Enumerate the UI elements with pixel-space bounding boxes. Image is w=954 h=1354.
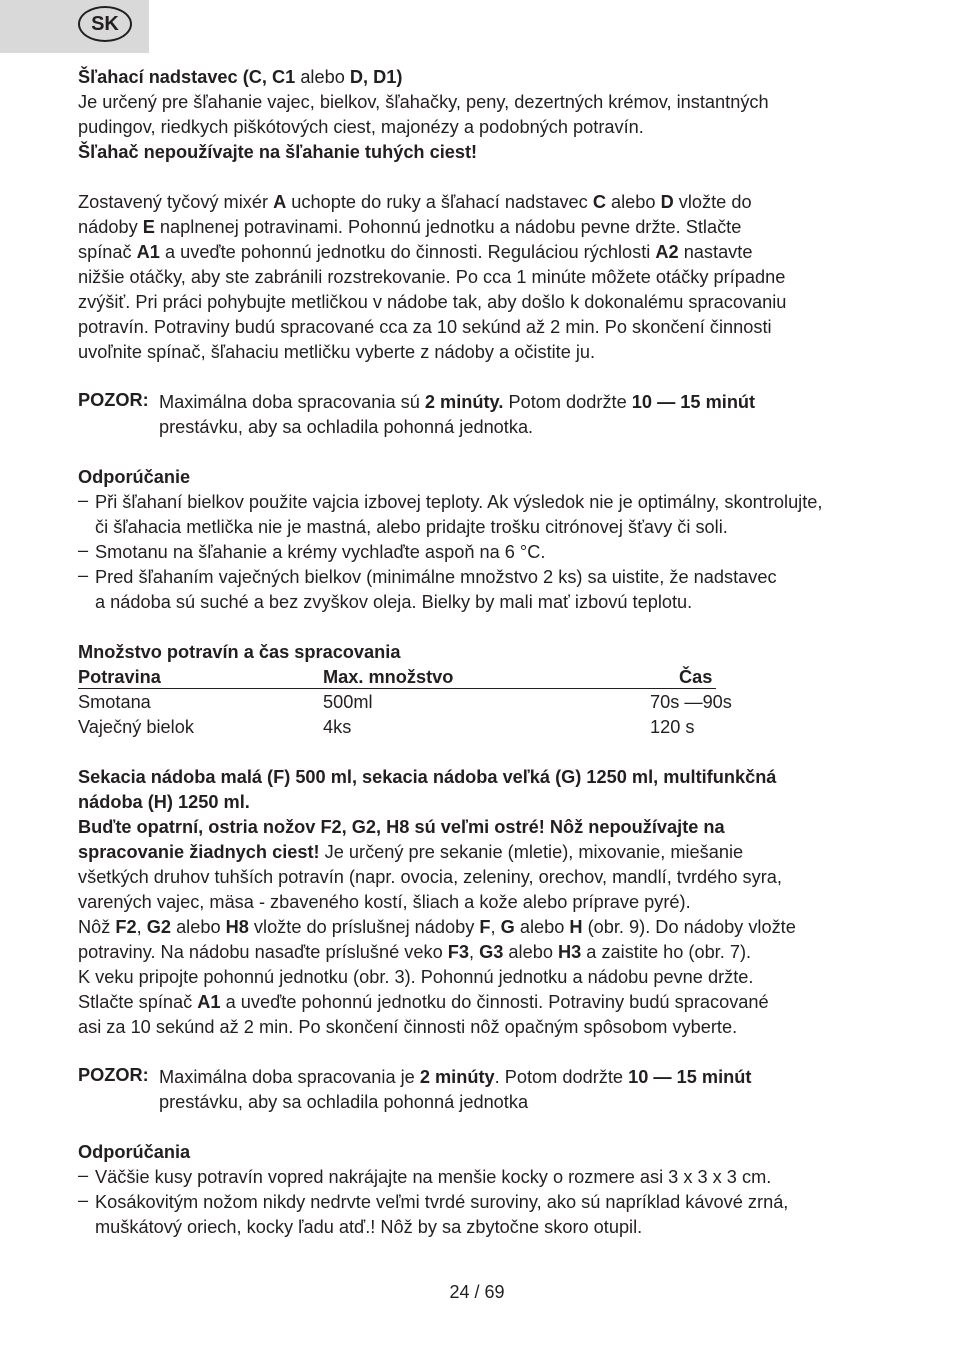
body-line: pudingov, riedkych piškótových ciest, majonézy a podobných potravín.: [78, 117, 644, 137]
caution-label: POZOR:: [78, 390, 149, 410]
dash-bullet: –: [78, 540, 89, 560]
dash-bullet: –: [78, 1190, 89, 1210]
list-item: [78, 540, 898, 565]
body-line: potraviny. Na nádobu nasaďte príslušné veko F3, G3 alebo H3 a zaistite ho (obr. 7).: [78, 942, 752, 962]
instructions-whisk: [78, 190, 898, 365]
list-item: [78, 565, 898, 615]
list-item-line: Při šľahaní bielkov použite vajcia izbovej teploty. Ak výsledok nie je optimálny, skontrolujte,: [95, 492, 823, 512]
body-line: Nôž F2, G2 alebo H8 vložte do príslušnej nádoby F, G alebo H (obr. 9). Do nádoby vložte: [78, 917, 796, 937]
bold-line: Sekacia nádoba malá (F) 500 ml, sekacia nádoba veľká (G) 1250 ml, multifunkčná: [78, 767, 777, 787]
recommendation-list: [78, 490, 898, 615]
list-item-line: a nádoba sú suché a bez zvyškov oleja. Bielky by mali mať izbovú teplotu.: [95, 592, 693, 612]
table-row: Vaječný bielok 4ks 120 s: [78, 717, 695, 737]
col-header-amount: Max. množstvo: [323, 667, 454, 687]
recommendation-list: [78, 1165, 898, 1240]
table-header: [78, 665, 898, 690]
list-item-line: Pred šľahaním vaječných bielkov (minimálne množstvo 2 ks) sa uistite, že nadstavec: [95, 567, 777, 587]
bold-line: nádoba (H) 1250 ml.: [78, 792, 250, 812]
list-item-line: či šľahacia metlička nie je mastná, alebo pridajte trošku citrónovej šťavy či soli.: [95, 517, 728, 537]
body-line: Stlačte spínač A1 a uveďte pohonnú jednotku do činnosti. Potraviny budú spracované: [78, 992, 769, 1012]
language-badge: SK: [78, 6, 132, 42]
body-line: nižšie otáčky, aby ste zabránili rozstrekovanie. Po cca 1 minúte môžete otáčky prípadne: [78, 267, 786, 287]
body-line: K veku pripojte pohonnú jednotku (obr. 3). Pohonnú jednotku a nádobu pevne držte.: [78, 967, 754, 987]
caution-block-2: POZOR: Maximálna doba spracovania je 2 minúty. Potom dodržte 10 — 15 minút prestávku, aby sa ochladila pohonná jednotka: [78, 1065, 752, 1112]
body-line: varených vajec, mäsa - zbaveného kostí, šliach a kože alebo príprave pyré).: [78, 892, 691, 912]
bold-line: Buďte opatrní, ostria nožov F2, G2, H8 sú veľmi ostré! Nôž nepoužívajte na: [78, 817, 725, 837]
body-line: asi za 10 sekúnd až 2 min. Po skončení činnosti nôž opačným spôsobom vyberte.: [78, 1017, 738, 1037]
body-line: uvoľnite spínač, šľahaciu metličku vyberte z nádoby a očistite ju.: [78, 342, 596, 362]
dash-bullet: –: [78, 1165, 89, 1185]
recommendation-title: Odporúčanie: [78, 467, 191, 487]
list-item-line: muškátový oriech, kocky ľadu atď.! Nôž by sa zbytočne skoro otupil.: [95, 1217, 643, 1237]
table-row: Smotana 500ml 70s —90s: [78, 692, 732, 712]
body-line: nádoby E naplnenej potravinami. Pohonnú jednotku a nádobu pevne držte. Stlačte: [78, 217, 742, 237]
section-title-whisk: Šľahací nadstavec (C, C1 alebo D, D1): [78, 67, 403, 87]
body-line: Zostavený tyčový mixér A uchopte do ruky a šľahací nadstavec C alebo D vložte do: [78, 192, 752, 212]
body-line: potravín. Potraviny budú spracované cca za 10 sekúnd až 2 min. Po skončení činnosti: [78, 317, 772, 337]
body-line: spínač A1 a uveďte pohonnú jednotku do činnosti. Reguláciou rýchlosti A2 nastavte: [78, 242, 753, 262]
list-item: [78, 1165, 898, 1190]
caution-block-1: POZOR: Maximálna doba spracovania sú 2 minúty. Potom dodržte 10 — 15 minút prestávku, aby sa ochladila pohonná jednotka.: [78, 390, 756, 437]
list-item-line: Väčšie kusy potravín vopred nakrájajte na menšie kocky o rozmere asi 3 x 3 x 3 cm.: [95, 1167, 772, 1187]
page-number: 24 / 69: [449, 1282, 505, 1302]
list-item-line: Kosákovitým nožom nikdy nedrvte veľmi tvrdé suroviny, ako sú napríklad kávové zrná,: [95, 1192, 789, 1212]
list-item: [78, 490, 898, 540]
recommendation-title: Odporúčania: [78, 1142, 191, 1162]
body-line: zvýšiť. Pri práci pohybujte metličkou v nádobe tak, aby došlo k dokonalému spracovaniu: [78, 292, 787, 312]
dash-bullet: –: [78, 565, 89, 585]
warning-line: Šľahač nepoužívajte na šľahanie tuhých ciest!: [78, 142, 478, 162]
body-line: všetkých druhov tuhších potravín (napr. ovocia, zeleniny, orechov, mandlí, tvrdého syra,: [78, 867, 782, 887]
body-line: spracovanie žiadnych ciest! Je určený pre sekanie (mletie), mixovanie, miešanie: [78, 842, 744, 862]
instructions-chopper: [78, 865, 898, 1040]
caution-label: POZOR:: [78, 1065, 149, 1085]
table-title: Množstvo potravín a čas spracovania: [78, 642, 401, 662]
page-content: [78, 65, 898, 1240]
list-item: [78, 1190, 898, 1240]
list-item-line: Smotanu na šľahanie a krémy vychlaďte aspoň na 6 °C.: [95, 542, 546, 562]
col-header-time: Čas: [679, 667, 713, 687]
col-header-food: Potravina: [78, 667, 161, 687]
dash-bullet: –: [78, 490, 89, 510]
body-line: Je určený pre šľahanie vajec, bielkov, šľahačky, peny, dezertných krémov, instantných: [78, 92, 769, 112]
